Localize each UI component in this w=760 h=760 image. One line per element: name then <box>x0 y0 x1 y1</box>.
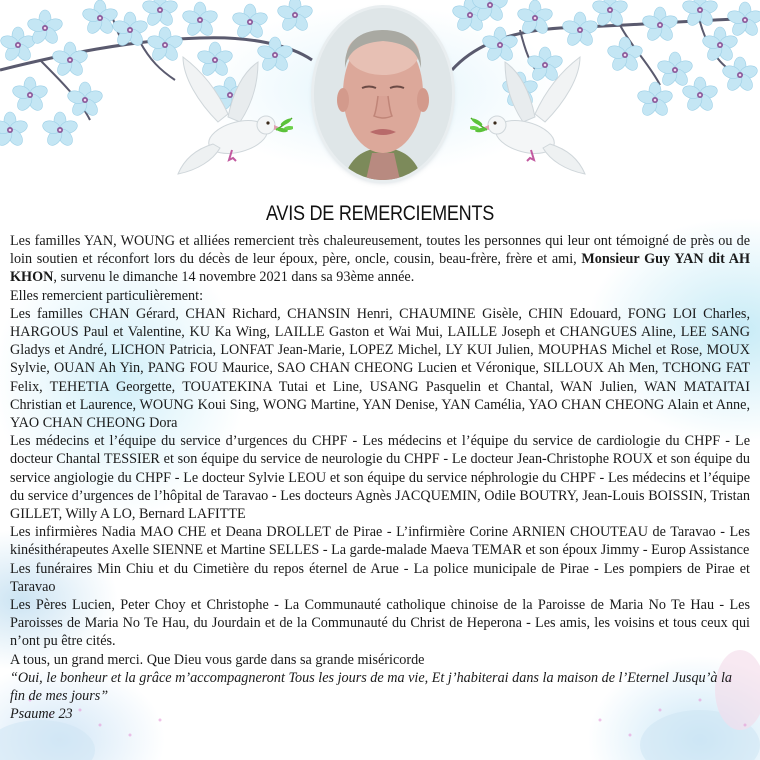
portrait-photo <box>314 8 452 180</box>
particular-thanks-heading: Elles remercient particulièrement: <box>10 287 204 304</box>
dove-left-icon <box>158 52 293 177</box>
nurses-paragraph: Les infirmières Nadia MAO CHE et Deana DROLLET de Pirae - L’infirmière Corine ARNIEN CHOUTEAU de Taravao - Les kinésithérapeutes Axelle SIENNE et Martine SELLES - La garde-malade Maeva TEMAR et son époux Jimmy - Europ Assistance <box>10 524 750 559</box>
dove-right-icon <box>470 52 605 177</box>
doctors-paragraph: Les médecins et l’équipe du service d’urgences du CHPF - Les médecins et l’équipe du service de cardiologie du CHPF - Le docteur Chantal TESSIER et son équipe du service de neurologie du CHPF - Le docteur Jean-Christophe ROUX et son équipe du service angiologie du CHPF - Le docteur Sylvie LEOU et son équipe du service néphrologie du CHPF - Les médecins et l’équipe du service d’urgences de l’hôpital de Taravao - Les docteurs Agnès JACQUEMIN, Odile BOUTRY, Jean-Louis BOISSIN, Tristan GILLET, Willy A LO, Bernard LAFITTE <box>10 433 750 523</box>
header-banner <box>0 0 760 225</box>
psalm-source: Psaume 23 <box>10 706 73 723</box>
page-title: AVIS DE REMERCIEMENTS <box>265 202 495 226</box>
closing-line: A tous, un grand merci. Que Dieu vous garde dans sa grande miséricorde <box>10 651 425 668</box>
psalm-quote: “Oui, le bonheur et la grâce m’accompagneront Tous les jours de ma vie, Et j’habiterai dans la maison de l’Eternel Jusqu’à la fin de mes jours” <box>10 669 733 705</box>
thank-you-notice-body <box>10 232 750 723</box>
funeral-services-paragraph: Les funéraires Min Chiu et du Cimetière du repos éternel de Arue - La police municipale de Pirae - Les pompiers de Pirae et Taravao <box>10 560 750 595</box>
deceased-name: Monsieur Guy YAN dit AH KHON <box>10 251 750 286</box>
intro-paragraph: Les familles YAN, WOUNG et alliées remercient très chaleureusement, toutes les personnes qui leur ont témoigné de près ou de loin soutien et réconfort lors du décès de leur époux, père, oncle, cousin, beau-frère, frère et ami, Monsieur Guy YAN dit AH KHON, survenu le dimanche 14 novembre 2021 dans sa 93ème année. <box>10 233 750 286</box>
portrait-face-icon <box>314 8 452 180</box>
families-paragraph: Les familles CHAN Gérard, CHAN Richard, CHANSIN Henri, CHAUMINE Gisèle, CHIN Edouard, FONG LOI Charles, HARGOUS Paul et Valentine, KU Ka Wing, LAILLE Gaston et Wai Mui, LAILLE Joseph et CHANGUES Aline, LEE SANG Gladys et André, LICHON Patricia, LONFAT Jean-Marie, LOPEZ Michel, LY KUI Julien, MOUPHAS Michel et Rose, MOUX Sylvie, OUAN Ah Yin, PANG FOU Maurice, SAO CHAN CHEONG Lucien et Véronique, SILLOUX Ah Men, TCHONG FAT Felix, TEHETIA Georgette, TOUATEKINA Tutai et Line, USANG Pasquelin et Chantal, WAN Julien, WAN MATAITAI Christian et Laurence, WOUNG Koui Sing, WONG Martine, YAN Denise, YAN Camélia, YAO CHAN CHEONG Alain et Anne, YAO CHAN CHEONG Dora <box>10 305 750 432</box>
clergy-community-paragraph: Les Pères Lucien, Peter Choy et Christophe - La Communauté catholique chinoise de la Paroisse de Maria No Te Hau - Les Paroisses de Maria No Te Hau, du Jourdain et de la Communauté du Christ de Heperona - Les amis, les voisins et tous ceux qui n’ont pu être cités. <box>10 597 750 650</box>
